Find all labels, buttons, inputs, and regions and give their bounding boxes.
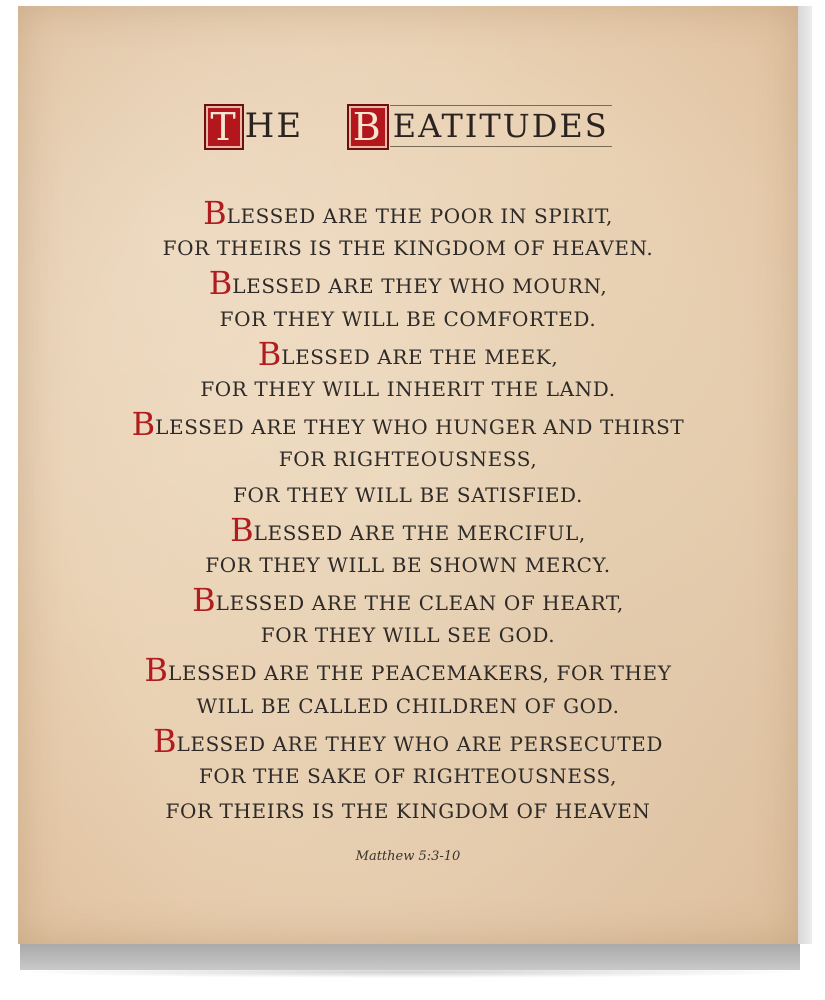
verse-line-text: FOR THEY WILL BE SATISFIED. — [233, 482, 583, 507]
verse-line — [18, 196, 798, 231]
verse-line-text: FOR THEY WILL BE COMFORTED. — [219, 306, 597, 331]
verse-line — [18, 618, 798, 653]
verse-line — [18, 759, 798, 794]
verse-line-text: LESSED ARE THEY WHO HUNGER AND THIRST — [155, 415, 685, 440]
red-drop-cap: B — [208, 264, 233, 303]
verse-line — [18, 231, 798, 266]
illuminated-initial-b: B — [347, 104, 389, 150]
page-title — [18, 104, 798, 150]
verse-line — [18, 689, 798, 724]
title-word-beatitudes — [347, 104, 612, 150]
beatitudes-text — [18, 196, 798, 829]
verse-line — [18, 266, 798, 301]
verse-line — [18, 510, 798, 549]
red-drop-cap: B — [230, 510, 254, 549]
canvas-side-edge — [798, 6, 812, 944]
red-drop-cap: B — [192, 581, 216, 620]
verse-line-text: FOR THEIRS IS THE KINGDOM OF HEAVEN. — [162, 236, 654, 261]
verse-line-text: FOR THEIRS IS THE KINGDOM OF HEAVEN — [165, 799, 651, 824]
verse-line-text: FOR THEY WILL SEE GOD. — [260, 623, 556, 648]
verse-line-text: LESSED ARE THE POOR IN SPIRIT, — [226, 204, 613, 228]
title-word-beatitudes-rest: EATITUDES — [390, 105, 612, 147]
verse-line-text: LESSED ARE THE CLEAN OF HEART, — [215, 591, 624, 616]
verse-line-text: FOR THE SAKE OF RIGHTEOUSNESS, — [198, 764, 618, 788]
verse-line-text: LESSED ARE THE PEACEMAKERS, FOR THEY — [167, 661, 672, 686]
verse-line-text: FOR RIGHTEOUSNESS, — [278, 447, 538, 472]
verse-line — [18, 372, 798, 407]
red-drop-cap: B — [257, 334, 282, 373]
verse-line — [18, 442, 798, 477]
verse-line-text: WILL BE CALLED CHILDREN OF GOD. — [196, 693, 620, 718]
verse-line — [18, 548, 798, 583]
title-word-the — [204, 104, 303, 150]
canvas-bottom-edge — [20, 944, 800, 970]
red-drop-cap: B — [131, 405, 156, 444]
verse-line-text: FOR THEY WILL BE SHOWN MERCY. — [205, 552, 611, 577]
illuminated-initial-t: T — [204, 104, 243, 150]
verse-line — [18, 407, 798, 442]
verse-line — [18, 478, 798, 513]
verse-line — [18, 794, 798, 829]
verse-line — [18, 721, 798, 760]
red-drop-cap: B — [144, 651, 168, 690]
verse-line-text: LESSED ARE THE MEEK, — [281, 344, 559, 369]
verse-line-text: LESSED ARE THE MERCIFUL, — [253, 520, 586, 545]
red-drop-cap: B — [153, 721, 177, 760]
verse-line-text: FOR THEY WILL INHERIT THE LAND. — [200, 376, 616, 401]
verse-line-text: LESSED ARE THEY WHO MOURN, — [232, 274, 608, 299]
title-word-the-rest: HE — [244, 106, 304, 146]
parchment-print — [18, 6, 798, 944]
verse-line — [18, 334, 798, 373]
verse-line — [18, 653, 798, 688]
verse-line — [18, 583, 798, 618]
verse-line-text: LESSED ARE THEY WHO ARE PERSECUTED — [176, 731, 663, 756]
verse-line — [18, 302, 798, 337]
red-drop-cap: B — [203, 194, 227, 232]
scripture-citation: Matthew 5:3-10 — [355, 849, 461, 864]
